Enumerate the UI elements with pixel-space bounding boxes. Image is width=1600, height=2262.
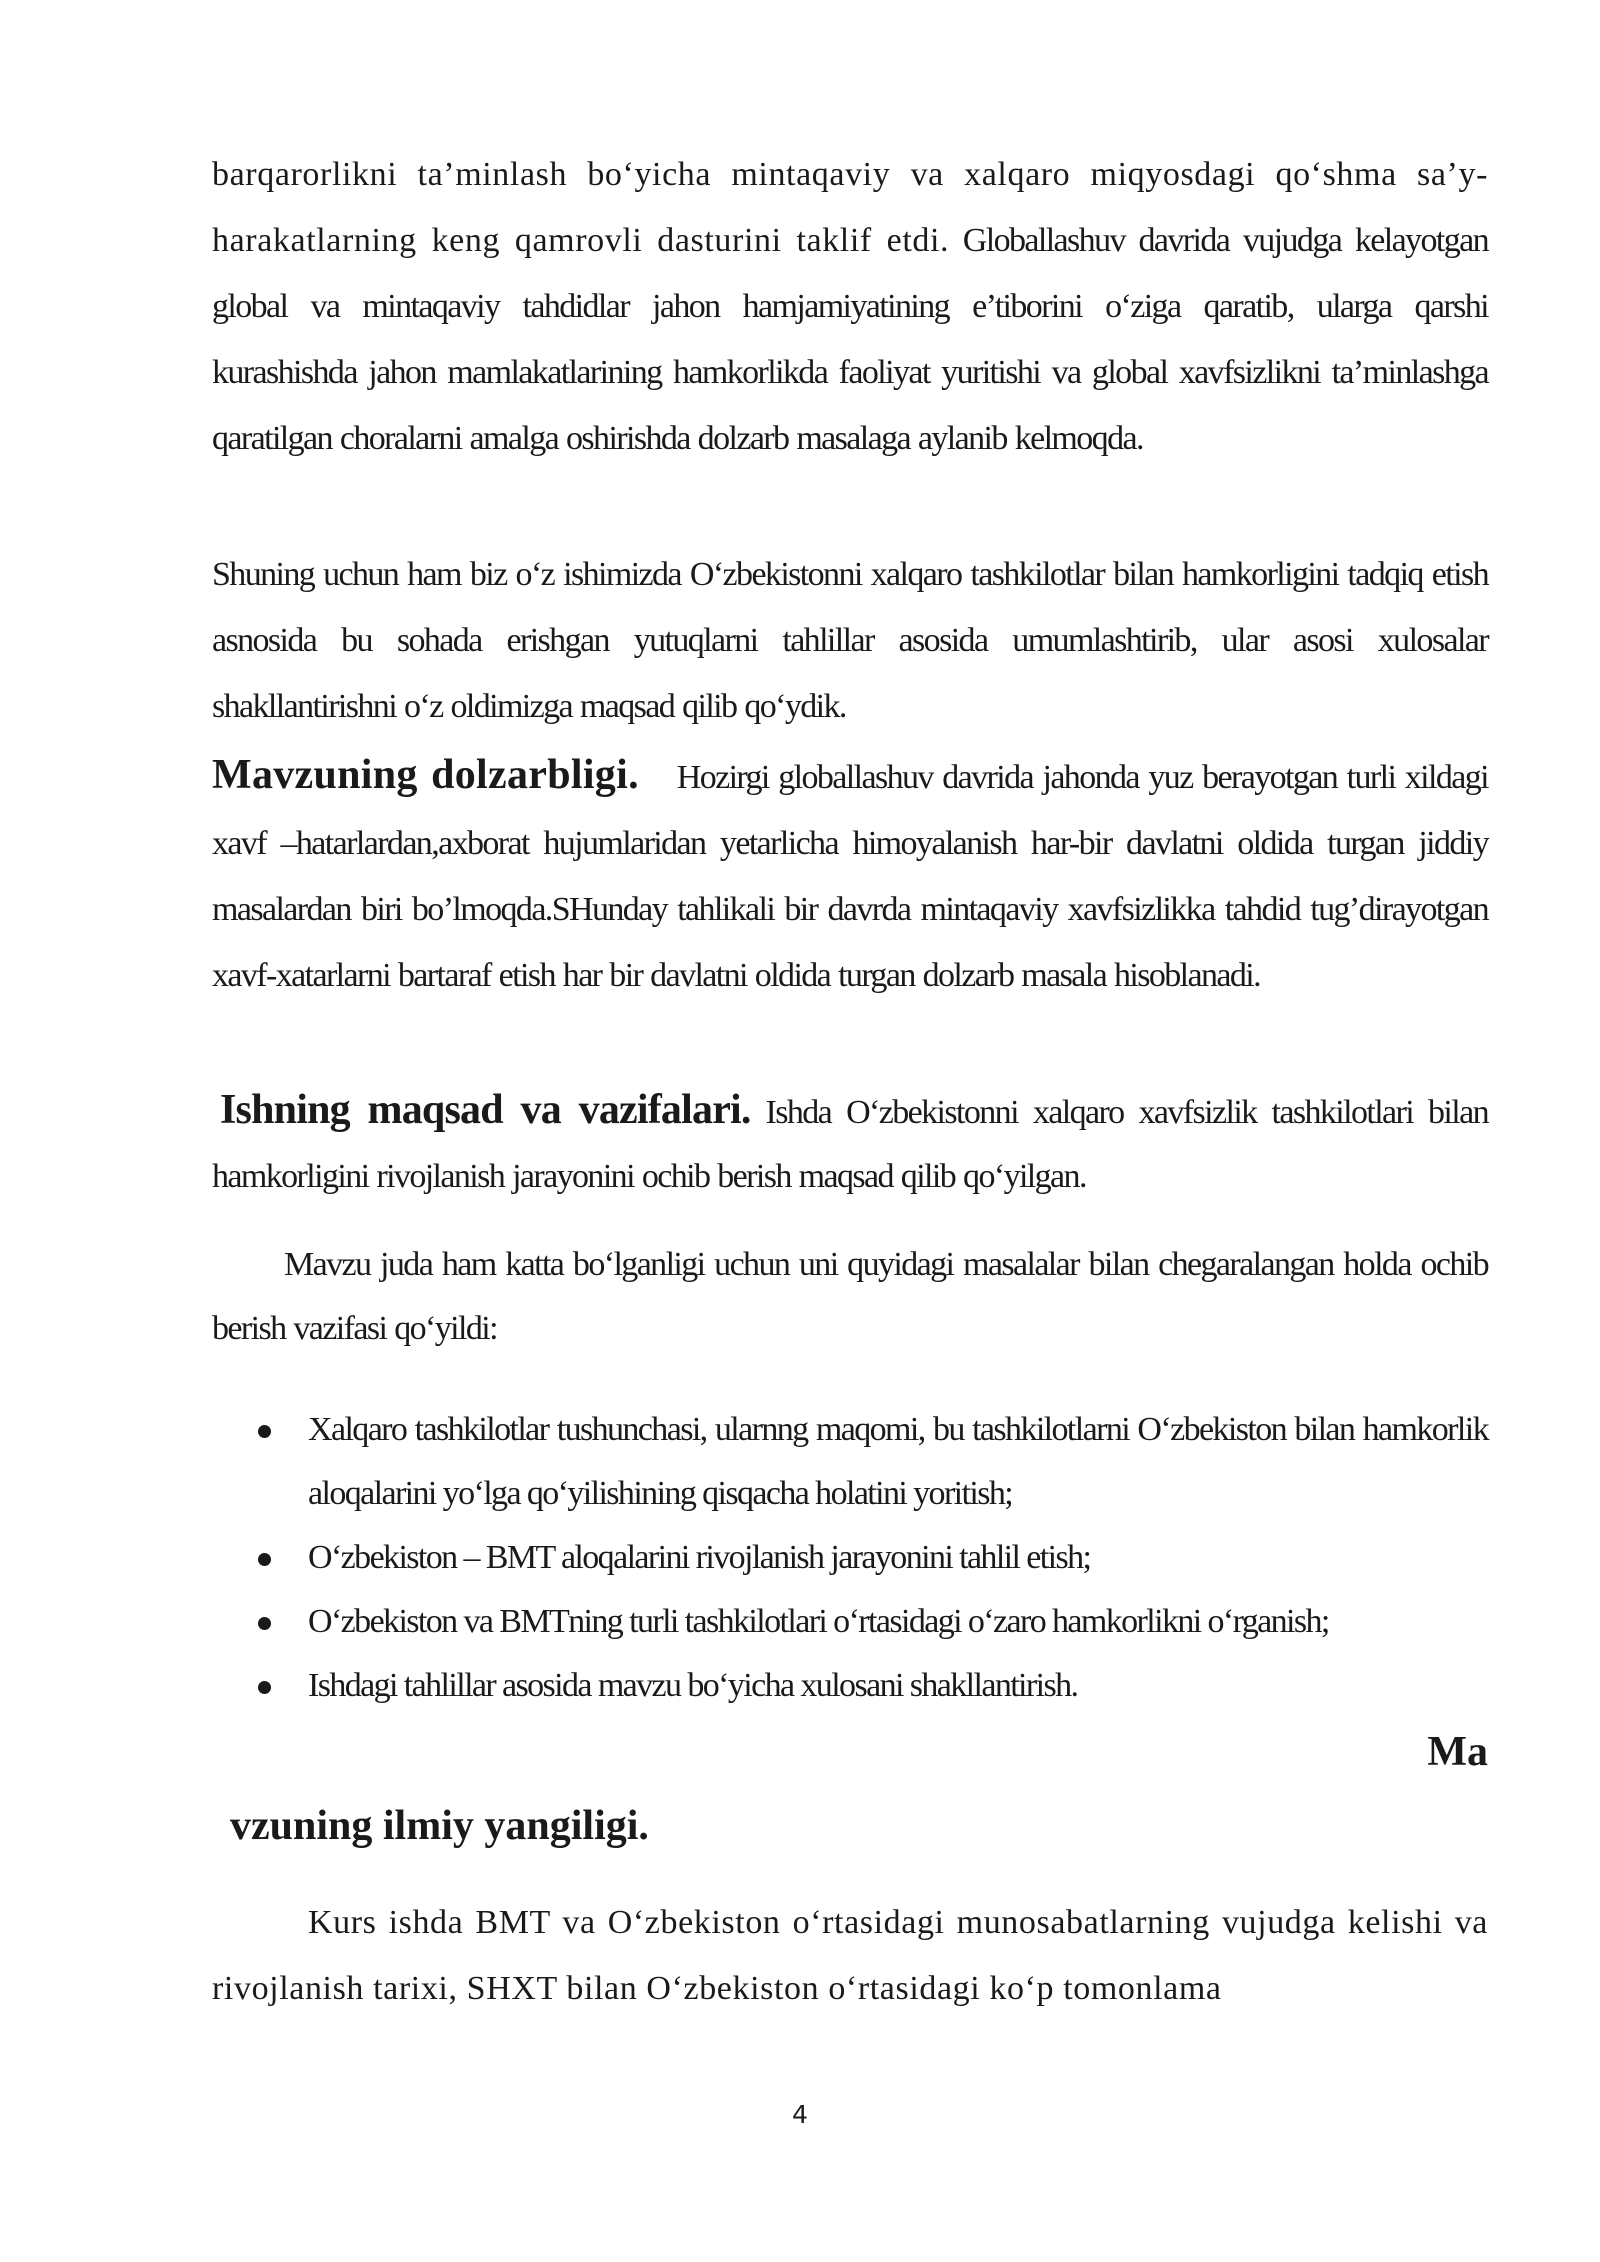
task-text: O‘zbekiston va BMTning turli tashkilotlari o‘rtasidagi o‘zaro hamkorlikni o‘rganish; <box>308 1603 1329 1640</box>
paragraph-intro-part-b: Globallashuv davrida vujudga kelayotgan global va mintaqaviy tahdidlar jahon hamjamiyatining e’tiborini o‘ziga qaratib, ularga qarshi kurashishda jahon mamlakatlarining hamkorlikda faoliyat yuritishi va global xavfsizlikni ta’minlashga qaratilgan choralarni amalga oshirishda dolzarb masalaga aylanib kelmoqda. <box>212 222 1488 457</box>
paragraph-scope <box>212 1233 1488 1361</box>
bullet-icon <box>258 1553 271 1566</box>
goals-body: Ishda O‘zbekistonni xalqaro xavfsizlik tashkilotlari bilan hamkorligini rivojlanish jarayonini ochib berish maqsad qilib qo‘yilgan. <box>212 1094 1488 1195</box>
task-list <box>212 1398 1488 1718</box>
section-relevance <box>212 742 1488 1009</box>
task-text: Xalqaro tashkilotlar tushunchasi, ularnng maqomi, bu tashkilotlarni O‘zbekiston bilan hamkorlik aloqalarini yo‘lga qo‘yilishining qisqacha holatini yoritish; <box>308 1411 1488 1512</box>
bullet-icon <box>258 1617 271 1630</box>
task-text: O‘zbekiston – BMT aloqalarini rivojlanish jarayonini tahlil etish; <box>308 1539 1091 1576</box>
list-item <box>212 1526 1488 1590</box>
list-item <box>212 1654 1488 1718</box>
bullet-icon <box>258 1681 271 1694</box>
paragraph-research-purpose: Shuning uchun ham biz o‘z ishimizda O‘zbekistonni xalqaro tashkilotlar bilan hamkorligini tadqiq etish asnosida bu sohada erishgan yutuqlarni tahlillar asosida umumlashtirib, ular asosi xulosalar shakllantirishni o‘z oldimizga maqsad qilib qo‘ydik. <box>212 556 1488 725</box>
scope-text: Mavzu juda ham katta bo‘lganligi uchun uni quyidagi masalalar bilan chegaralangan holda ochib berish vazifasi qo‘yildi: <box>212 1246 1488 1347</box>
goals-heading: Ishning maqsad va vazifalari. <box>220 1087 751 1133</box>
relevance-body: Hozirgi globallashuv davrida jahonda yuz berayotgan turli xildagi xavf –hatarlardan,axborat hujumlaridan yetarlicha himoyalanish har-bir davlatni oldida turgan jiddiy masalardan biri bo’lmoqda.SHunday tahlikali bir davrda mintaqaviy xavfsizlikka tahdid tug’dirayotgan xavf-xatarlarni bartaraf etish har bir davlatni oldida turgan dolzarb masala hisoblanadi. <box>212 759 1488 994</box>
paragraph-intro-continued <box>212 142 1488 472</box>
list-item <box>212 1398 1488 1526</box>
novelty-body: Kurs ishda BMT va O‘zbekiston o‘rtasidagi munosabatlarning vujudga kelishi va rivojlanish tarixi, SHXT bilan O‘zbekiston o‘rtasidagi ko‘p tomonlama <box>212 1904 1488 2007</box>
paragraph-intro-part-a: barqarorlikni ta’minlash bo‘yicha mintaqaviy va xalqaro miqyosdagi qo‘shma sa’y-harakatlarning keng qamrovli dasturini taklif etdi. <box>212 156 1488 259</box>
task-text: Ishdagi tahlillar asosida mavzu bo‘yicha xulosani shakllantirish. <box>308 1667 1078 1704</box>
relevance-heading: Mavzuning dolzarbligi. <box>212 752 639 798</box>
bullet-icon <box>258 1425 271 1438</box>
novelty-heading-part2: vzuning ilmiy yangiligi. <box>230 1803 649 1849</box>
section-goals <box>212 1078 1488 1209</box>
novelty-heading-part1: Ma <box>1427 1729 1488 1775</box>
list-item <box>212 1590 1488 1654</box>
page-number: 4 <box>792 2100 808 2129</box>
paragraph-novelty <box>212 1890 1488 2022</box>
